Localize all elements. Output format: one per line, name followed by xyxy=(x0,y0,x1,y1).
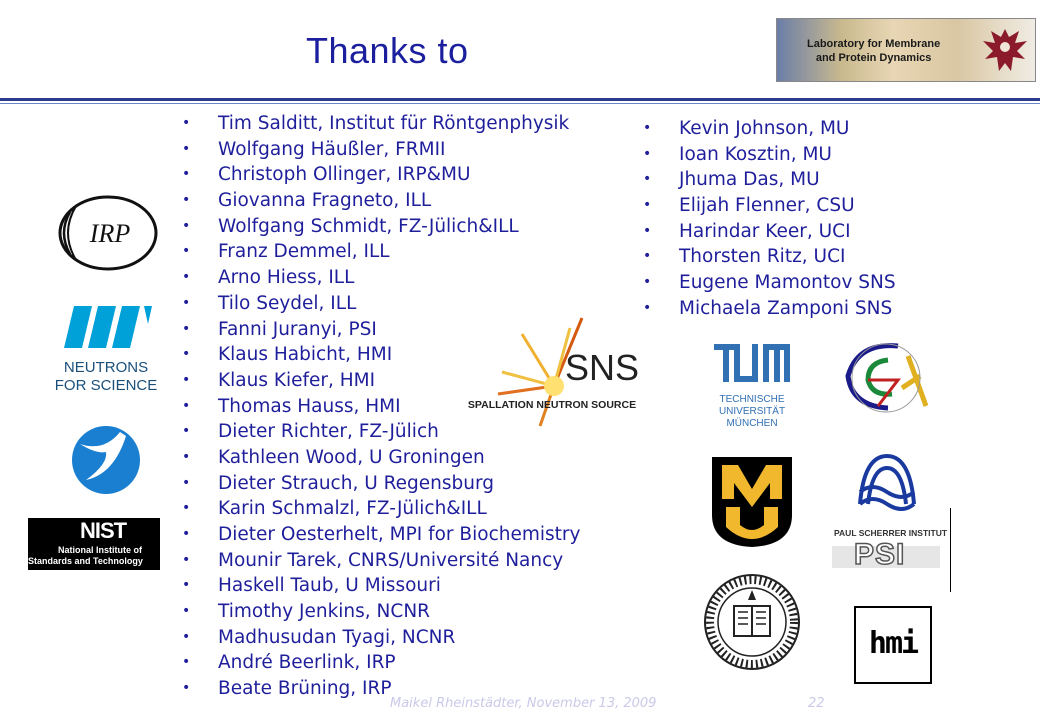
tum-logo xyxy=(712,342,792,432)
sns-small: SPALLATION NEUTRON SOURCE xyxy=(467,399,637,411)
psi-top: PAUL SCHERRER INSTITUT xyxy=(834,528,948,538)
list-item: • Dieter Strauch, U Regensburg xyxy=(218,471,580,497)
list-item: • Jhuma Das, MU xyxy=(679,167,896,193)
nist-logo xyxy=(28,518,160,570)
nist-big: NIST xyxy=(80,518,127,543)
hmi-text: hmi xyxy=(868,626,918,661)
list-item: • Ioan Kosztin, MU xyxy=(679,142,896,168)
hmi-logo xyxy=(854,606,932,684)
eagle-crest-icon xyxy=(979,23,1031,77)
list-item: • Dieter Oesterhelt, MPI for Biochemistry xyxy=(218,522,580,548)
list-item: • Eugene Mamontov SNS xyxy=(679,270,896,296)
list-item: • Klaus Kiefer, HMI xyxy=(218,368,580,394)
list-item: • Harindar Keer, UCI xyxy=(679,219,896,245)
psi-logo xyxy=(832,508,952,592)
list-item: • Christoph Ollinger, IRP&MU xyxy=(218,162,580,188)
nist-line2: Standards and Technology xyxy=(28,556,143,566)
header-rule xyxy=(0,98,1040,101)
nist-line1: National Institute of xyxy=(58,545,142,555)
list-item: • Klaus Habicht, HMI xyxy=(218,342,580,368)
irp-logo-text: IRP xyxy=(89,219,131,248)
list-item: • Kathleen Wood, U Groningen xyxy=(218,445,580,471)
footer-author-date: Maikel Rheinstädter, November 13, 2009 xyxy=(390,696,657,711)
fzj-swoosh-logo xyxy=(66,422,146,496)
list-item: • Wolfgang Häußler, FRMII xyxy=(218,137,580,163)
banner-line2: and Protein Dynamics xyxy=(815,52,932,64)
uc-irvine-seal-logo xyxy=(702,572,802,672)
mizzou-logo xyxy=(708,455,796,549)
ill-line2: FOR SCIENCE xyxy=(54,377,158,394)
banner-text xyxy=(807,37,940,65)
list-item: • Beate Brüning, IRP xyxy=(218,676,580,702)
list-item: • Kevin Johnson, MU xyxy=(679,116,896,142)
list-item: • Thorsten Ritz, UCI xyxy=(679,244,896,270)
sns-logo xyxy=(462,314,642,432)
irp-logo xyxy=(52,192,160,274)
list-item: • Mounir Tarek, CNRS/Université Nancy xyxy=(218,548,580,574)
tum-line1: TECHNISCHE xyxy=(719,394,785,405)
tum-line3: MÜNCHEN xyxy=(726,418,778,429)
list-item: • Dieter Richter, FZ-Jülich xyxy=(218,419,580,445)
list-item: • Haskell Taub, U Missouri xyxy=(218,573,580,599)
banner-line1: Laboratory for Membrane xyxy=(807,38,941,50)
list-item: • Karin Schmalzl, FZ-Jülich&ILL xyxy=(218,496,580,522)
ill-line1: NEUTRONS xyxy=(63,359,149,376)
tum-line2: UNIVERSITÄT xyxy=(718,406,786,417)
wave-logo xyxy=(856,452,918,512)
university-seal-logo xyxy=(838,336,932,420)
header-rule-thin xyxy=(0,103,1040,104)
list-item: • Tim Salditt, Institut für Röntgenphysik xyxy=(218,111,580,137)
list-item: • Fanni Juranyi, PSI xyxy=(218,317,580,343)
ill-logo xyxy=(52,304,162,396)
list-item: • Michaela Zamponi SNS xyxy=(679,296,896,322)
list-item: • Timothy Jenkins, NCNR xyxy=(218,599,580,625)
list-item: • Giovanna Fragneto, ILL xyxy=(218,188,580,214)
list-item: • Elijah Flenner, CSU xyxy=(679,193,896,219)
slide-title: Thanks to xyxy=(306,30,469,71)
lab-banner xyxy=(776,18,1036,82)
sns-big: SNS xyxy=(564,347,640,388)
list-item: • Arno Hiess, ILL xyxy=(218,265,580,291)
list-item: • Thomas Hauss, HMI xyxy=(218,394,580,420)
footer-page-number: 22 xyxy=(808,696,825,711)
list-item: • André Beerlink, IRP xyxy=(218,650,580,676)
list-item: • Tilo Seydel, ILL xyxy=(218,291,580,317)
acknowledgement-list-right xyxy=(679,116,896,322)
list-item: • Madhusudan Tyagi, NCNR xyxy=(218,625,580,651)
list-item: • Wolfgang Schmidt, FZ-Jülich&ILL xyxy=(218,214,580,240)
list-item: • Franz Demmel, ILL xyxy=(218,239,580,265)
psi-big: PSI xyxy=(854,538,906,571)
